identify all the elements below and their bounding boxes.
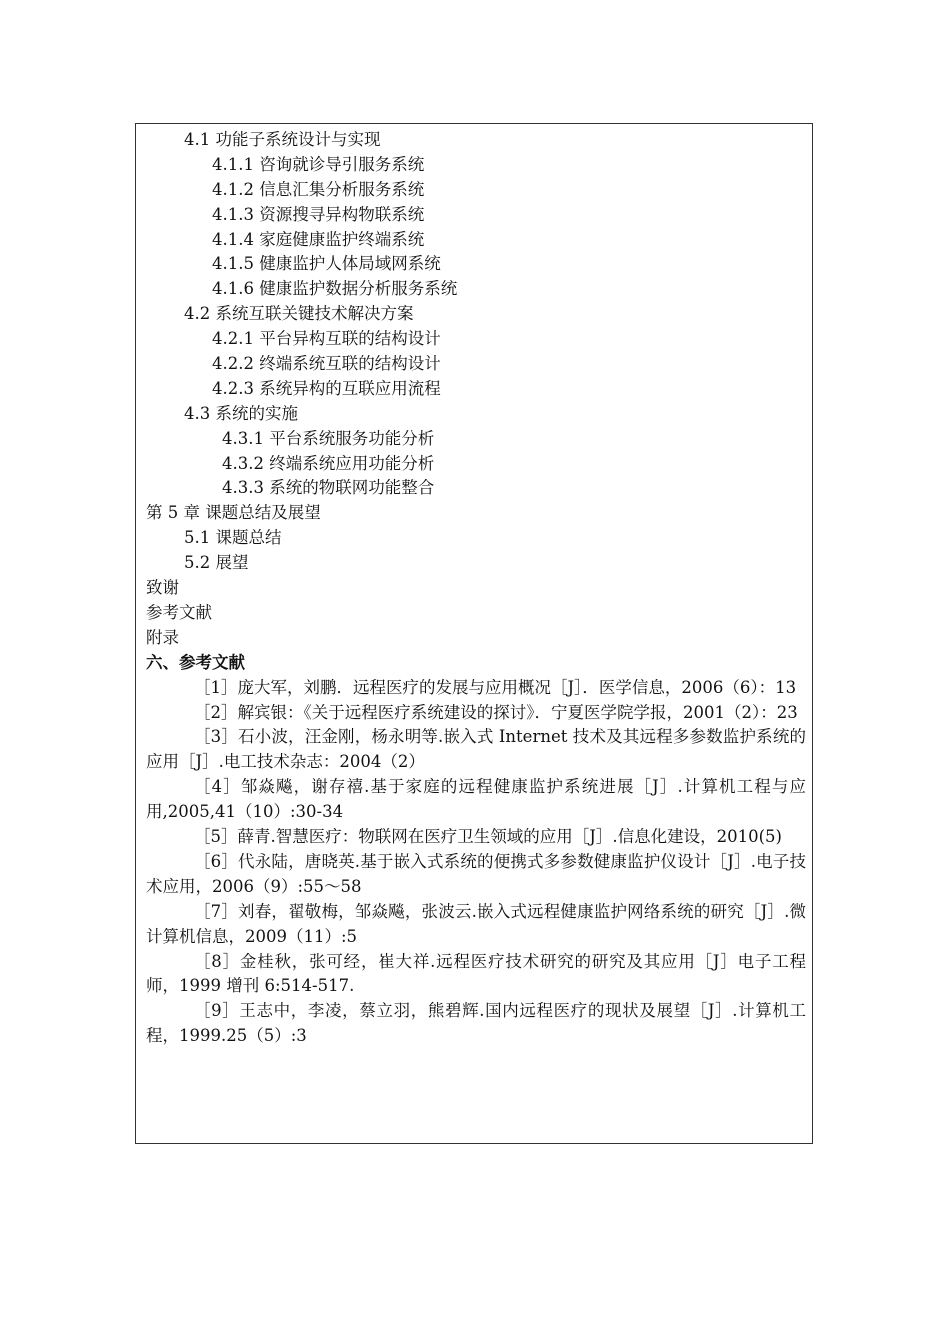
toc-entry-references: 参考文献 (146, 602, 212, 622)
reference-item-9: ［9］王志中，李凌，蔡立羽，熊碧辉.国内远程医疗的现状及展望［J］.计算机工程，1999.25（5）:3 (146, 1001, 806, 1046)
reference-item-6: ［6］代永陆，唐晓英.基于嵌入式系统的便携式多参数健康监护仪设计［J］.电子技术应用，2006（9）:55～58 (146, 851, 806, 896)
toc-entry-4-2: 4.2 系统互联关键技术解决方案 (184, 304, 414, 324)
toc-entry-4-1: 4.1 功能子系统设计与实现 (184, 130, 381, 149)
toc-entry-4-2-1: 4.2.1 平台异构互联的结构设计 (212, 329, 441, 349)
reference-item-5: ［5］薛青.智慧医疗：物联网在医疗卫生领域的应用［J］.信息化建设，2010(5) (194, 827, 782, 847)
toc-entry-4-3-2: 4.3.2 终端系统应用功能分析 (222, 453, 435, 473)
toc-entry-thanks: 致谢 (146, 578, 179, 598)
reference-item-8: ［8］金桂秋，张可经，崔大祥.远程医疗技术研究的研究及其应用［J］电子工程师，1999 增刊 6:514-517. (146, 951, 806, 996)
toc-entry-chapter-5: 第 5 章 课题总结及展望 (146, 503, 321, 523)
toc-entry-4-1-6: 4.1.6 健康监护数据分析服务系统 (212, 279, 458, 299)
toc-entry-4-3: 4.3 系统的实施 (184, 403, 298, 423)
reference-item-3: ［3］石小波，汪金刚，杨永明等.嵌入式 Internet 技术及其远程多参数监护系统的应用［J］.电工技术杂志：2004（2） (146, 727, 806, 772)
toc-entry-4-2-2: 4.2.2 终端系统互联的结构设计 (212, 354, 441, 374)
reference-item-4: ［4］邹焱飚，谢存禧.基于家庭的远程健康监护系统进展［J］.计算机工程与应用,2005,41（10）:30-34 (146, 777, 806, 822)
toc-entry-4-1-4: 4.1.4 家庭健康监护终端系统 (212, 229, 425, 249)
toc-entry-4-1-2: 4.1.2 信息汇集分析服务系统 (212, 179, 425, 199)
reference-item-7: ［7］刘春，翟敬梅，邹焱飚，张波云.嵌入式远程健康监护网络系统的研究［J］.微计算机信息，2009（11）:5 (146, 901, 806, 946)
reference-item-1: ［1］庞大军，刘鹏．远程医疗的发展与应用概况［J］．医学信息，2006（6）：13 (194, 677, 797, 697)
references-heading: 六、参考文献 (146, 652, 245, 672)
document-table-cell (135, 123, 813, 1144)
toc-entry-4-3-1: 4.3.1 平台系统服务功能分析 (222, 428, 435, 448)
toc-entry-4-1-1: 4.1.1 咨询就诊导引服务系统 (212, 154, 425, 174)
toc-entry-appendix: 附录 (146, 627, 179, 647)
reference-item-2: ［2］解宾银：《关于远程医疗系统建设的探讨》．宁夏医学院学报，2001（2）：23 (194, 702, 798, 722)
toc-entry-4-1-3: 4.1.3 资源搜寻异构物联系统 (212, 204, 425, 224)
toc-entry-5-2: 5.2 展望 (184, 553, 249, 573)
toc-entry-4-2-3: 4.2.3 系统异构的互联应用流程 (212, 378, 441, 398)
toc-entry-5-1: 5.1 课题总结 (184, 528, 282, 548)
toc-entry-4-3-3: 4.3.3 系统的物联网功能整合 (222, 478, 435, 498)
document-content (146, 128, 806, 1049)
toc-entry-4-1-5: 4.1.5 健康监护人体局域网系统 (212, 254, 441, 274)
